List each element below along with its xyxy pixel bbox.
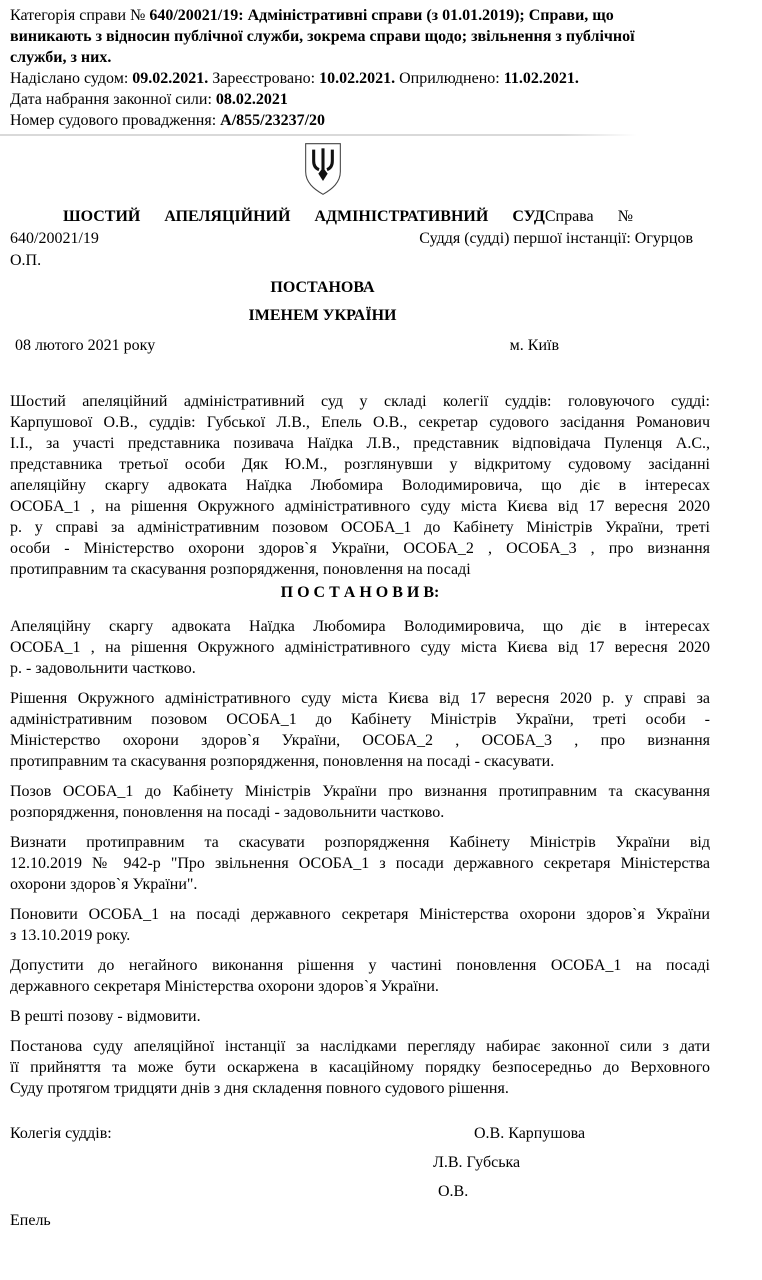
body-line: І.І., за участі представника позивача Наїдка Л.В., представник відповідача Пуленця А.С., — [10, 435, 710, 452]
court-header — [10, 206, 710, 272]
case-number: 640/20021/19 — [10, 230, 99, 247]
body-paragraph — [10, 688, 710, 772]
body-line: Позов ОСОБА_1 до Кабінету Міністрів України про визнання протиправним та скасування — [10, 783, 710, 800]
judge-initials: О.П. — [10, 252, 42, 269]
document-body — [10, 391, 710, 1099]
body-line: 12.10.2019 № 942-р "Про звільнення ОСОБА_1 з посади державного секретаря Міністерства — [10, 855, 710, 872]
text-segment: ШОСТИЙ — [63, 208, 141, 225]
emblem-container — [10, 142, 635, 196]
body-line: Визнати протиправним та скасувати розпорядження Кабінету Міністрів України від — [10, 834, 710, 851]
body-line: р. - задовольнити частково. — [10, 660, 196, 677]
text-segment: 10.02.2021. — [319, 70, 396, 87]
body-line: з 13.10.2019 року. — [10, 927, 131, 944]
body-line: Шостий апеляційний адміністративний суд у складі колегії суддів: головуючого судді: — [10, 393, 710, 410]
body-line: Постанова суду апеляційної інстанції за наслідками перегляду набирає законної сили з дати — [10, 1038, 710, 1055]
text-segment: № — [617, 208, 633, 225]
meta-line — [10, 26, 650, 47]
text-segment: АПЕЛЯЦІЙНИЙ — [164, 208, 291, 225]
meta-line — [10, 89, 650, 110]
court-name-word — [314, 206, 488, 228]
court-name-word — [63, 206, 140, 228]
text-segment: служби, з них. — [10, 49, 112, 66]
meta-line — [10, 68, 650, 89]
decision-place: м. Київ — [509, 337, 559, 354]
court-name-word — [512, 206, 593, 228]
court-name-word — [164, 206, 290, 228]
body-paragraph — [10, 616, 710, 679]
body-line: р. у справі за адміністративним позовом ОСОБА_1 до Кабінету Міністрів України, треті — [10, 519, 710, 536]
judge-signature-surname: Епель — [10, 1212, 51, 1229]
text-segment: Оприлюднено: — [395, 70, 504, 87]
body-line: Апеляційну скаргу адвоката Наїдка Любомира Володимировича, що діє в інтересах — [10, 618, 710, 635]
text-segment: виникають з відносин публічної служби, зокрема справи щодо; звільнення з публічної — [10, 28, 635, 45]
text-segment: 640/20021/19: Адміністративні справи (з 01.01.2019); Справи, що — [149, 7, 614, 24]
body-line: Рішення Окружного адміністративного суду міста Києва від 17 вересня 2020 р. у справі за — [10, 690, 710, 707]
text-segment: Надіслано судом: — [10, 70, 133, 87]
judge-signature: О.В. Карпушова — [474, 1125, 586, 1142]
body-line: Суду протягом тридцяти днів з дня складення повного судового рішення. — [10, 1080, 509, 1097]
body-line: її прийняття та може бути оскаржена в касаційному порядку безпосередньо до Верховного — [10, 1059, 710, 1076]
first-instance-judge: Суддя (судді) першої інстанції: Огурцов — [419, 230, 693, 247]
body-line: представника третьої особи Дяк Ю.М., розглянувши у відкритому судовому засіданні — [10, 456, 710, 473]
body-paragraph — [10, 955, 710, 997]
meta-line — [10, 47, 650, 68]
judges-panel-label: Колегія суддів: — [10, 1125, 112, 1142]
body-line: ОСОБА_1 , на рішення Окружного адміністративного суду міста Києва від 17 вересня 2020 — [10, 498, 710, 515]
body-line: Поновити ОСОБА_1 на посаді державного секретаря Міністерства охорони здоров`я України — [10, 906, 710, 923]
resolved-heading: П О С Т А Н О В И В: — [280, 584, 440, 601]
signature-row — [10, 1119, 752, 1148]
text-segment: Номер судового провадження: — [10, 112, 221, 129]
body-line: Міністерство охорони здоров`я України, ОСОБА_2 , ОСОБА_3 , про визнання — [10, 732, 710, 749]
resolution-title: ПОСТАНОВА — [270, 279, 375, 296]
body-paragraph — [10, 781, 710, 823]
body-paragraph — [10, 904, 710, 946]
text-segment: Дата набрання законної сили: — [10, 91, 216, 108]
decision-date: 08 лютого 2021 року — [15, 337, 156, 354]
text-segment: Справа — [544, 208, 594, 225]
body-line: адміністративним позовом ОСОБА_1 до Кабінету Міністрів України, треті особи - — [10, 711, 710, 728]
text-segment: СУД — [512, 208, 545, 225]
body-line: апеляційну скаргу адвоката Наїдка Любомира Володимировича, що діє в інтересах — [10, 477, 710, 494]
text-segment: А/855/23237/20 — [220, 112, 326, 129]
meta-line — [10, 5, 650, 26]
body-paragraph — [10, 1006, 710, 1027]
court-name-line — [63, 206, 633, 228]
signature-row — [10, 1177, 752, 1206]
trident-in-shield-icon — [303, 142, 343, 196]
text-segment: Зареєстровано: — [208, 70, 320, 87]
body-line: ОСОБА_1 , на рішення Окружного адміністративного суду міста Києва від 17 вересня 2020 — [10, 639, 710, 656]
signature-row — [10, 1148, 752, 1177]
body-line: протиправним та скасування розпорядження, поновлення на посаді - скасувати. — [10, 753, 555, 770]
body-line: В решті позову - відмовити. — [10, 1008, 201, 1025]
body-line: охорони здоров`я України". — [10, 876, 198, 893]
body-line: протиправним та скасування розпорядження, поновлення на посаді — [10, 561, 471, 578]
body-line: особи - Міністерство охорони здоров`я України, ОСОБА_2 , ОСОБА_3 , про визнання — [10, 540, 710, 557]
signature-row — [10, 1206, 752, 1235]
body-paragraph — [10, 1036, 710, 1099]
body-line: Допустити до негайного виконання рішення у частині поновлення ОСОБА_1 на посаді — [10, 957, 710, 974]
meta-line — [10, 110, 650, 131]
text-segment: АДМІНІСТРАТИВНИЙ — [314, 208, 489, 225]
body-line: Карпушової О.В., суддів: Губської Л.В., Епель О.В., секретар судового засідання Романович — [10, 414, 710, 431]
body-paragraph — [10, 391, 710, 580]
text-segment: 09.02.2021. — [132, 70, 209, 87]
date-place-row — [10, 335, 710, 356]
document-meta — [10, 5, 650, 131]
judge-signature: Л.В. Губська — [433, 1154, 521, 1171]
in-the-name-of-ukraine-title: ІМЕНЕМ УКРАЇНИ — [248, 307, 397, 324]
court-name-word — [618, 206, 633, 228]
separator-line — [0, 134, 637, 136]
body-line: державного секретаря Міністерства охорони здоров`я України. — [10, 978, 439, 995]
body-paragraph — [10, 832, 710, 895]
judge-signature: О.В. — [438, 1183, 469, 1200]
body-line: розпорядження, поновлення на посаді - задовольнити частково. — [10, 804, 445, 821]
text-segment: 11.02.2021. — [503, 70, 579, 87]
text-segment: 08.02.2021 — [215, 91, 288, 108]
case-number-line — [10, 228, 710, 250]
text-segment: Категорія справи № — [10, 7, 150, 24]
signatures-block — [10, 1119, 752, 1235]
